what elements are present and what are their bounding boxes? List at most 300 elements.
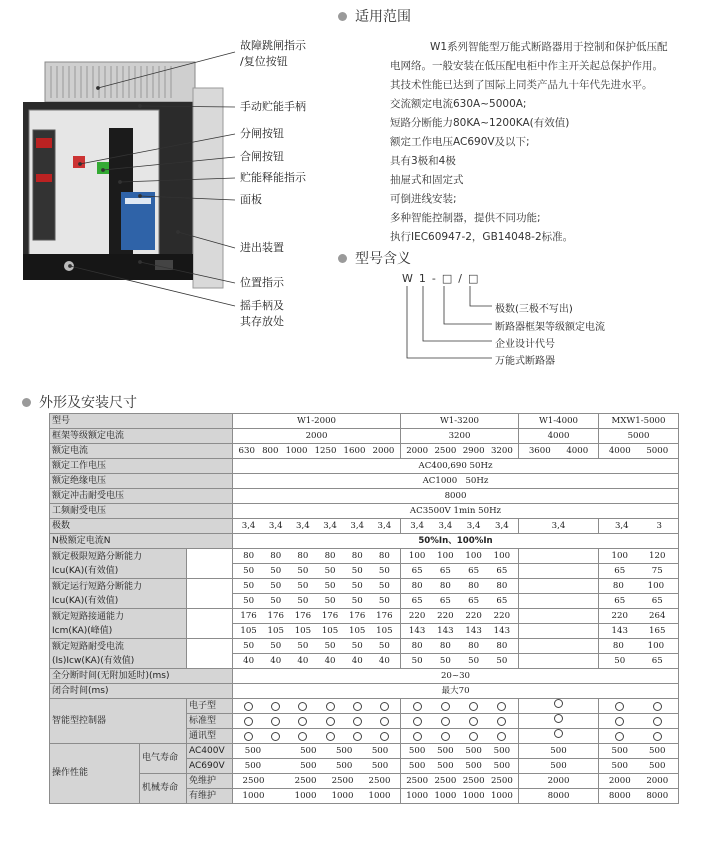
callout-manual-handle: 手动贮能手柄	[240, 100, 306, 113]
cell-value: 2000	[608, 775, 631, 786]
cell: 2000	[233, 429, 401, 444]
circle-icon	[271, 702, 280, 711]
callout-storage: 其存放处	[240, 315, 284, 328]
row-label-impulse: 额定冲击耐受电压	[50, 489, 233, 504]
circle-icon	[615, 702, 624, 711]
cell-value: 50	[378, 640, 390, 651]
cell-value: 1000	[490, 790, 513, 801]
cell: 8000	[519, 789, 599, 804]
callout-lines	[0, 0, 240, 330]
cell-value: 40	[243, 655, 255, 666]
label-line: Icm(KA)(峰值)	[52, 625, 113, 636]
row-label-operation: 操作性能	[50, 744, 140, 804]
code-slash: /	[458, 272, 462, 285]
cell-value: 500	[335, 760, 353, 771]
cell-value: 1000	[294, 790, 317, 801]
row-label-n-pole: N极额定电流N	[50, 534, 233, 549]
label-line: 额定运行短路分断能力	[52, 581, 143, 592]
cell-value: 176	[240, 610, 257, 621]
value-group	[403, 565, 516, 578]
label-no-maintenance: 免维护	[187, 774, 233, 789]
cell-value: 3600	[528, 445, 551, 456]
cell-value: 50	[439, 655, 451, 666]
cell-value: 500	[611, 745, 628, 756]
cell-value: 630	[238, 445, 255, 456]
table-row	[50, 669, 679, 684]
cell-value: 65	[614, 595, 626, 606]
spacer-cell	[187, 579, 233, 609]
circle-icon	[244, 717, 253, 726]
cell-value: 65	[411, 595, 423, 606]
circle-group	[235, 717, 398, 726]
value-group	[235, 610, 398, 623]
cell-value: 500	[611, 760, 628, 771]
model-label-frame-current: 断路器框架等级额定电流	[495, 322, 605, 333]
model-diagram-lines	[400, 284, 500, 364]
cell-value: 3,4	[323, 520, 337, 531]
circle-icon	[298, 702, 307, 711]
cell-value: 50	[297, 565, 309, 576]
row-label-icw	[50, 639, 187, 669]
cell-value: 3,4	[410, 520, 424, 531]
table-row	[50, 414, 679, 429]
cell: 4000	[519, 429, 599, 444]
row-label-ics	[50, 579, 187, 609]
bullet-dot-icon	[338, 12, 347, 21]
table-row	[50, 699, 679, 714]
cell-value: 143	[493, 625, 511, 636]
callout-open-button: 分闸按钮	[240, 127, 284, 140]
dims-title: 外形及安装尺寸	[39, 395, 137, 411]
model-w1-3200: W1-3200	[401, 414, 519, 429]
cell-value: 50	[411, 655, 423, 666]
model-label-breaker: 万能式断路器	[495, 356, 555, 367]
value-group	[403, 775, 516, 788]
cell-value: 50	[378, 565, 390, 576]
value-group	[235, 565, 398, 578]
cell-value: 800	[262, 445, 279, 456]
value-group	[601, 550, 676, 563]
cell-value: 50	[324, 640, 336, 651]
cell-value: 2500	[406, 775, 429, 786]
circle-icon	[497, 732, 506, 741]
value-group	[403, 445, 516, 458]
cell: AC400,690 50Hz	[233, 459, 679, 474]
cell-value: 500	[493, 745, 511, 756]
value-group	[403, 655, 516, 668]
cell-value: 50	[468, 655, 480, 666]
callout-close-button: 合闸按钮	[240, 150, 284, 163]
value-group	[403, 520, 516, 533]
cell-value: 1250	[314, 445, 337, 456]
cell-value: 220	[611, 610, 628, 621]
scope-line: W1系列智能型万能式断路器用于控制和保护低压配	[430, 41, 668, 53]
value-group	[235, 790, 398, 803]
cell-value: 2000	[372, 445, 395, 456]
circle-icon	[497, 702, 506, 711]
cell-value: 4000	[608, 445, 631, 456]
circle-group	[235, 702, 398, 711]
cell-value: 65	[496, 565, 508, 576]
cell-value: 80	[612, 580, 624, 591]
cell-value: 50	[270, 640, 282, 651]
cell-value: 3,4	[296, 520, 310, 531]
value-group	[403, 790, 516, 803]
row-label-power-freq: 工频耐受电压	[50, 504, 233, 519]
value-group	[403, 640, 516, 653]
circle-icon	[298, 717, 307, 726]
value-group	[601, 655, 676, 668]
cell: 500	[519, 744, 599, 759]
controller-standard: 标准型	[187, 714, 233, 729]
scope-line: 具有3极和4极	[390, 155, 456, 167]
cell-value: 2500	[331, 775, 354, 786]
table-row	[50, 744, 679, 759]
cell-value: 500	[371, 760, 389, 771]
scope-line: 交流额定电流630A~5000A;	[390, 98, 527, 110]
row-label-icu	[50, 549, 187, 579]
cell-value: 100	[647, 640, 665, 651]
circle-icon	[380, 702, 389, 711]
bullet-dot-icon	[22, 398, 31, 407]
bullet-dot-icon	[338, 254, 347, 263]
circle-icon	[469, 732, 478, 741]
value-group	[235, 760, 398, 773]
cell-value: 165	[649, 625, 666, 636]
empty-cell	[519, 549, 599, 564]
cell-value: 500	[300, 745, 317, 756]
value-group	[403, 550, 516, 563]
value-group	[235, 640, 398, 653]
cell-value: 220	[437, 610, 454, 621]
spacer-cell	[187, 549, 233, 579]
model-w1-2000: W1-2000	[233, 414, 401, 429]
scope-line: 多种智能控制器，提供不同功能;	[390, 212, 541, 224]
cell-value: 3,4	[377, 520, 392, 531]
circle-icon	[441, 702, 450, 711]
circle-icon	[615, 717, 624, 726]
cell-value: 220	[493, 610, 511, 621]
label-line: Icu(KA)(有效值)	[52, 595, 119, 606]
value-group	[403, 610, 516, 623]
cell-value: 2500	[368, 775, 391, 786]
table-row	[50, 639, 679, 654]
value-group	[601, 595, 676, 608]
circle-icon	[554, 714, 563, 723]
code-dash: -	[431, 272, 436, 285]
cell-value: 80	[297, 550, 309, 561]
cell-value: 100	[408, 550, 426, 561]
circle-icon	[380, 717, 389, 726]
empty-cell	[519, 624, 599, 639]
row-label-model: 型号	[50, 414, 233, 429]
circle-icon	[413, 717, 422, 726]
cell-value: 80	[468, 640, 480, 651]
cell-value: 500	[408, 745, 426, 756]
value-group	[601, 610, 676, 623]
circle-icon	[653, 732, 662, 741]
circle-icon	[326, 732, 335, 741]
cell-value: 65	[651, 655, 663, 666]
circle-icon	[653, 717, 662, 726]
cell-value: 2500	[294, 775, 317, 786]
cell-value: 220	[465, 610, 482, 621]
value-group	[601, 625, 676, 638]
spacer-cell	[187, 639, 233, 669]
cell-value: 176	[376, 610, 393, 621]
circle-icon	[469, 717, 478, 726]
scope-heading	[338, 6, 411, 26]
value-group	[601, 565, 676, 578]
row-label-close-time: 闭合时间(ms)	[50, 684, 233, 699]
label-line: (Is)Icw(KA)(有效值)	[52, 655, 135, 666]
cell-value: 80	[439, 580, 451, 591]
scope-line: 抽屉式和固定式	[390, 174, 464, 186]
callout-in-out-device: 进出装置	[240, 241, 284, 254]
cell-value: 176	[267, 610, 284, 621]
table-row	[50, 579, 679, 594]
cell-value: 50	[378, 580, 390, 591]
callout-reset-button: /复位按钮	[240, 55, 288, 68]
value-group	[601, 760, 676, 773]
cell-value: 2000	[646, 775, 669, 786]
circle-group	[601, 732, 676, 741]
cell-value: 2500	[462, 775, 485, 786]
cell-value: 50	[270, 565, 282, 576]
cell-value: 500	[465, 760, 482, 771]
value-group	[601, 520, 676, 533]
controller-electronic: 电子型	[187, 699, 233, 714]
cell-value: 50	[297, 640, 309, 651]
table-row	[50, 429, 679, 444]
cell-value: 65	[651, 595, 663, 606]
cell-value: 500	[371, 745, 389, 756]
cell-value: 8000	[608, 790, 631, 801]
cell-value: 50	[351, 640, 363, 651]
value-group	[601, 775, 676, 788]
circle-icon	[413, 732, 422, 741]
circle-group	[601, 717, 676, 726]
cell-value: 50	[324, 565, 336, 576]
row-label-break-time: 全分断时间(无附加延时)(ms)	[50, 669, 233, 684]
cell-value: 50	[243, 640, 255, 651]
cell-value: 1000	[285, 445, 308, 456]
circle-icon	[441, 717, 450, 726]
cell-value: 65	[411, 565, 423, 576]
cell-value: 3,4	[614, 520, 629, 531]
cell-value: 4000	[566, 445, 589, 456]
cell-value: 500	[649, 745, 666, 756]
table-row	[50, 534, 679, 549]
circle-icon	[615, 732, 624, 741]
value-group	[403, 595, 516, 608]
value-group	[601, 445, 676, 458]
value-group	[235, 550, 398, 563]
cell-value: 105	[349, 625, 366, 636]
cell-value: 105	[240, 625, 257, 636]
value-group	[403, 625, 516, 638]
cell-value: 80	[496, 640, 508, 651]
cell-value: 40	[270, 655, 282, 666]
cell-value: 40	[351, 655, 363, 666]
callout-fault-trip: 故障跳闸指示	[240, 39, 306, 52]
label-ac400v: AC400V	[187, 744, 233, 759]
circle-icon	[271, 732, 280, 741]
row-label-icm	[50, 609, 187, 639]
value-group	[235, 745, 398, 758]
value-group	[235, 520, 398, 533]
value-group	[235, 655, 398, 668]
cell: 50%In、100%In	[233, 534, 679, 549]
cell-value: 500	[335, 745, 353, 756]
label-with-maintenance: 有维护	[187, 789, 233, 804]
cell-value: 50	[243, 565, 255, 576]
value-group	[601, 790, 676, 803]
scope-line: 电网络。一般安装在低压配电柜中作主开关起总保护作用。	[390, 60, 663, 72]
cell-value: 176	[321, 610, 339, 621]
label-ac690v: AC690V	[187, 759, 233, 774]
circle-icon	[413, 702, 422, 711]
cell-value: 1000	[462, 790, 485, 801]
table-row	[50, 444, 679, 459]
cell-value: 2500	[490, 775, 513, 786]
cell: AC3500V 1min 50Hz	[233, 504, 679, 519]
cell-value: 50	[324, 595, 336, 606]
callout-energy-indicator: 贮能释能指示	[240, 171, 306, 184]
callout-position-indicator: 位置指示	[240, 276, 284, 289]
cell-value: 1000	[331, 790, 354, 801]
cell: 20~30	[233, 669, 679, 684]
scope-text	[390, 38, 668, 247]
row-label-insulation: 额定绝缘电压	[50, 474, 233, 489]
cell-value: 80	[612, 640, 624, 651]
table-row	[50, 774, 679, 789]
cell-value: 143	[465, 625, 482, 636]
value-group	[235, 580, 398, 593]
cell-value: 3,4	[241, 520, 256, 531]
cell-value: 500	[244, 760, 262, 771]
code-box-2: □	[468, 272, 479, 285]
empty-cell	[519, 594, 599, 609]
cell-value: 120	[649, 550, 666, 561]
label-line: 额定短路接通能力	[52, 611, 125, 622]
table-row	[50, 489, 679, 504]
value-group	[521, 445, 596, 458]
table-row	[50, 609, 679, 624]
cell-value: 50	[270, 580, 282, 591]
table-row	[50, 459, 679, 474]
cell-value: 50	[351, 580, 363, 591]
circle-icon	[244, 732, 253, 741]
cell-value: 65	[614, 565, 626, 576]
cell-value: 500	[437, 760, 454, 771]
cell-value: 1600	[343, 445, 366, 456]
cell-value: 40	[297, 655, 309, 666]
cell-value: 105	[376, 625, 393, 636]
cell-value: 65	[496, 595, 508, 606]
cell-value: 2500	[242, 775, 265, 786]
cell: 2000	[519, 774, 599, 789]
cell-value: 500	[244, 745, 262, 756]
table-row	[50, 549, 679, 564]
code-1: 1	[418, 272, 426, 285]
cell-value: 105	[321, 625, 339, 636]
cell-value: 50	[378, 595, 390, 606]
cell-value: 80	[378, 550, 390, 561]
cell-value: 50	[297, 595, 309, 606]
cell-value: 80	[243, 550, 255, 561]
empty-cell	[519, 639, 599, 654]
row-label-voltage: 额定工作电压	[50, 459, 233, 474]
value-group	[235, 625, 398, 638]
scope-line: 其技术性能已达到了国际上同类产品九十年代先进水平。	[390, 79, 653, 91]
cell-value: 80	[351, 550, 363, 561]
circle-group	[403, 717, 516, 726]
cell-value: 40	[378, 655, 390, 666]
cell-value: 100	[647, 580, 665, 591]
empty-cell	[519, 579, 599, 594]
callout-crank-handle: 摇手柄及	[240, 299, 284, 312]
cell-value: 500	[300, 760, 317, 771]
circle-icon	[441, 732, 450, 741]
cell-value: 80	[439, 640, 451, 651]
cell-value: 65	[439, 565, 451, 576]
cell: 500	[519, 759, 599, 774]
cell-value: 2000	[406, 445, 429, 456]
row-label-frame: 框架等级额定电流	[50, 429, 233, 444]
cell-value: 100	[493, 550, 511, 561]
label-electrical-life: 电气寿命	[140, 744, 187, 774]
scope-line: 可倒进线安装;	[390, 193, 457, 205]
cell-value: 75	[651, 565, 663, 576]
code-w: W	[402, 272, 413, 285]
value-group	[601, 580, 676, 593]
cell-value: 3,4	[438, 520, 453, 531]
model-label-design-code: 企业设计代号	[495, 339, 555, 350]
cell-value: 50	[496, 655, 508, 666]
value-group	[403, 760, 516, 773]
cell-value: 2500	[434, 445, 457, 456]
circle-icon	[653, 702, 662, 711]
circle-icon	[353, 732, 362, 741]
cell-value: 8000	[646, 790, 669, 801]
callout-panel: 面板	[240, 193, 262, 206]
cell-value: 65	[468, 565, 480, 576]
cell-value: 50	[324, 580, 336, 591]
dims-heading	[22, 392, 137, 412]
cell-value: 50	[243, 580, 255, 591]
cell-value: 220	[408, 610, 426, 621]
cell-value: 3200	[490, 445, 513, 456]
value-group	[235, 775, 398, 788]
circle-icon	[497, 717, 506, 726]
cell-value: 3,4	[268, 520, 283, 531]
cell-value: 176	[349, 610, 366, 621]
circle-icon	[326, 717, 335, 726]
cell: 5000	[599, 429, 679, 444]
value-group	[601, 745, 676, 758]
cell-value: 65	[439, 595, 451, 606]
cell-value: 80	[411, 640, 423, 651]
cell-value: 100	[611, 550, 628, 561]
value-group	[235, 595, 398, 608]
scope-line: 额定工作电压AC690V及以下;	[390, 136, 530, 148]
label-mechanical-life: 机械寿命	[140, 774, 187, 804]
cell-value: 80	[411, 580, 423, 591]
empty-cell	[519, 609, 599, 624]
circle-icon	[326, 702, 335, 711]
spacer-cell	[187, 609, 233, 639]
